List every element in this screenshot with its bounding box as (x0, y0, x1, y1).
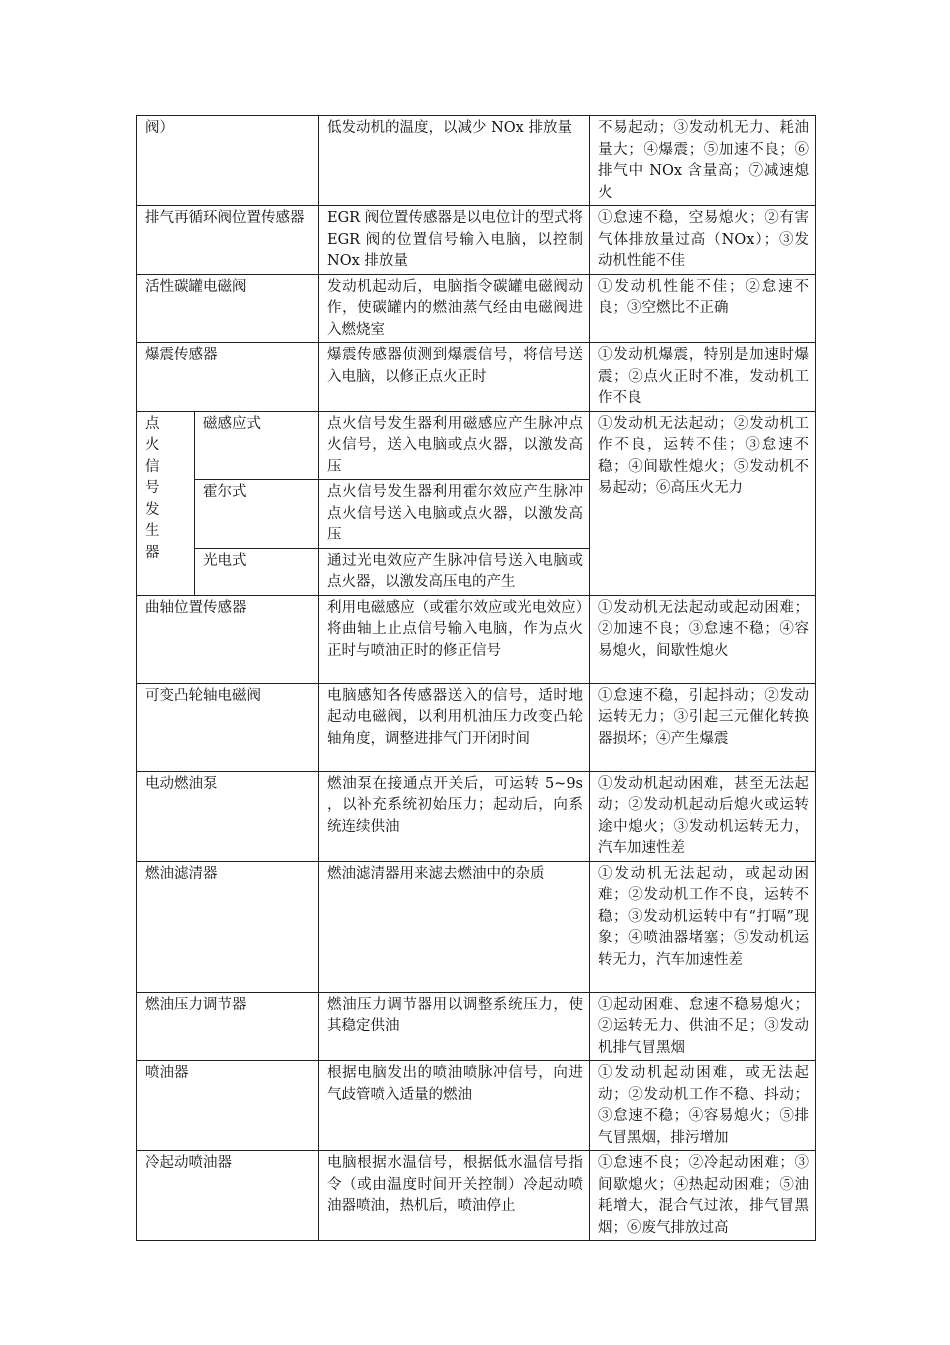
fault-symptoms: ①怠速不稳，引起抖动；②发动运转无力；③引起三元催化转换器损坏；④产生爆震 (590, 683, 816, 771)
component-name: 可变凸轮轴电磁阀 (137, 683, 319, 771)
fault-symptoms: ①发动机起动困难，甚至无法起动；②发动机起动后熄火或运转途中熄火；③发动机运转无力，汽车加速性差 (590, 771, 816, 861)
component-function: 爆震传感器侦测到爆震信号，将信号送入电脑，以修正点火正时 (319, 343, 590, 412)
table-row (137, 992, 816, 1061)
fault-symptoms: ①发动机爆震，特别是加速时爆震；②点火正时不准，发动机工作不良 (590, 343, 816, 412)
table-row (137, 1151, 816, 1241)
fault-symptoms: ①发动机无法起动；②发动机工作不良，运转不佳；③怠速不稳；④间歇性熄火；⑤发动机不易起动；⑥高压火无力 (590, 411, 816, 595)
fault-symptoms: ①起动困难、怠速不稳易熄火；②运转无力、供油不足；③发动机排气冒黑烟 (590, 992, 816, 1061)
component-function: 通过光电效应产生脉冲信号送入电脑或点火器，以激发高压电的产生 (319, 548, 590, 595)
table-row (137, 411, 816, 480)
component-function: 根据电脑发出的喷油喷脉冲信号，向进气歧管喷入适量的燃油 (319, 1061, 590, 1151)
ignition-type-name: 霍尔式 (195, 480, 319, 549)
ignition-type-name: 磁感应式 (195, 411, 319, 480)
component-function: 低发动机的温度，以减少 NOx 排放量 (319, 116, 590, 206)
component-name: 电动燃油泵 (137, 771, 319, 861)
ignition-group-label: 点火信号发生器 (137, 411, 195, 595)
table-row (137, 861, 816, 992)
fault-symptoms: ①发动机起动困难，或无法起动；②发动机工作不稳、抖动；③怠速不稳；④容易熄火；⑤排气冒黑烟，排污增加 (590, 1061, 816, 1151)
table-row (137, 274, 816, 343)
fault-symptoms: ①发动机无法起动，或起动困难；②发动机工作不良，运转不稳；③发动机运转中有“打嗝”现象；④喷油器堵塞；⑤发动机运转无力，汽车加速性差 (590, 861, 816, 992)
component-fault-table (136, 115, 816, 1241)
fault-symptoms: ①怠速不稳，空易熄火；②有害气体排放量过高（NOx）；③发动机性能不佳 (590, 206, 816, 275)
component-function: 燃油泵在接通点开关后，可运转 5~9s ，以补充系统初始压力；起动后，向系统连续供油 (319, 771, 590, 861)
table-row (137, 771, 816, 861)
component-name: 燃油滤清器 (137, 861, 319, 992)
component-function: 点火信号发生器利用磁感应产生脉冲点火信号，送入电脑或点火器，以激发高压 (319, 411, 590, 480)
component-name: 曲轴位置传感器 (137, 595, 319, 683)
component-function: 利用电磁感应（或霍尔效应或光电效应）将曲轴上止点信号输入电脑，作为点火正时与喷油正时的修正信号 (319, 595, 590, 683)
component-name: 燃油压力调节器 (137, 992, 319, 1061)
component-function: 发动机起动后，电脑指令碳罐电磁阀动作，使碳罐内的燃油蒸气经由电磁阀进入燃烧室 (319, 274, 590, 343)
component-name: 冷起动喷油器 (137, 1151, 319, 1241)
component-name: 喷油器 (137, 1061, 319, 1151)
ignition-type-name: 光电式 (195, 548, 319, 595)
component-function: 燃油压力调节器用以调整系统压力，使其稳定供油 (319, 992, 590, 1061)
table-row (137, 206, 816, 275)
table-row (137, 595, 816, 683)
component-function: 点火信号发生器利用霍尔效应产生脉冲点火信号送入电脑或点火器，以激发高压 (319, 480, 590, 549)
table-row (137, 683, 816, 771)
component-function: 燃油滤清器用来滤去燃油中的杂质 (319, 861, 590, 992)
component-function: 电脑感知各传感器送入的信号，适时地起动电磁阀，以利用机油压力改变凸轮轴角度，调整进排气门开闭时间 (319, 683, 590, 771)
component-function: EGR 阀位置传感器是以电位计的型式将 EGR 阀的位置信号输入电脑，以控制 NOx 排放量 (319, 206, 590, 275)
component-name: 排气再循环阀位置传感器 (137, 206, 319, 275)
fault-symptoms: ①怠速不良；②冷起动困难；③间歇熄火；④热起动困难；⑤油耗增大，混合气过浓，排气冒黑烟；⑥废气排放过高 (590, 1151, 816, 1241)
fault-symptoms: ①发动机性能不佳；②怠速不良；③空燃比不正确 (590, 274, 816, 343)
component-name: 活性碳罐电磁阀 (137, 274, 319, 343)
table-row (137, 1061, 816, 1151)
fault-symptoms: 不易起动；③发动机无力、耗油量大；④爆震；⑤加速不良；⑥排气中 NOx 含量高；⑦减速熄火 (590, 116, 816, 206)
component-name: 阀） (137, 116, 319, 206)
component-function: 电脑根据水温信号，根据低水温信号指令（或由温度时间开关控制）冷起动喷油器喷油，热机后，喷油停止 (319, 1151, 590, 1241)
table-row (137, 343, 816, 412)
table-row (137, 116, 816, 206)
component-name: 爆震传感器 (137, 343, 319, 412)
fault-symptoms: ①发动机无法起动或起动困难；②加速不良；③怠速不稳；④容易熄火，间歇性熄火 (590, 595, 816, 683)
